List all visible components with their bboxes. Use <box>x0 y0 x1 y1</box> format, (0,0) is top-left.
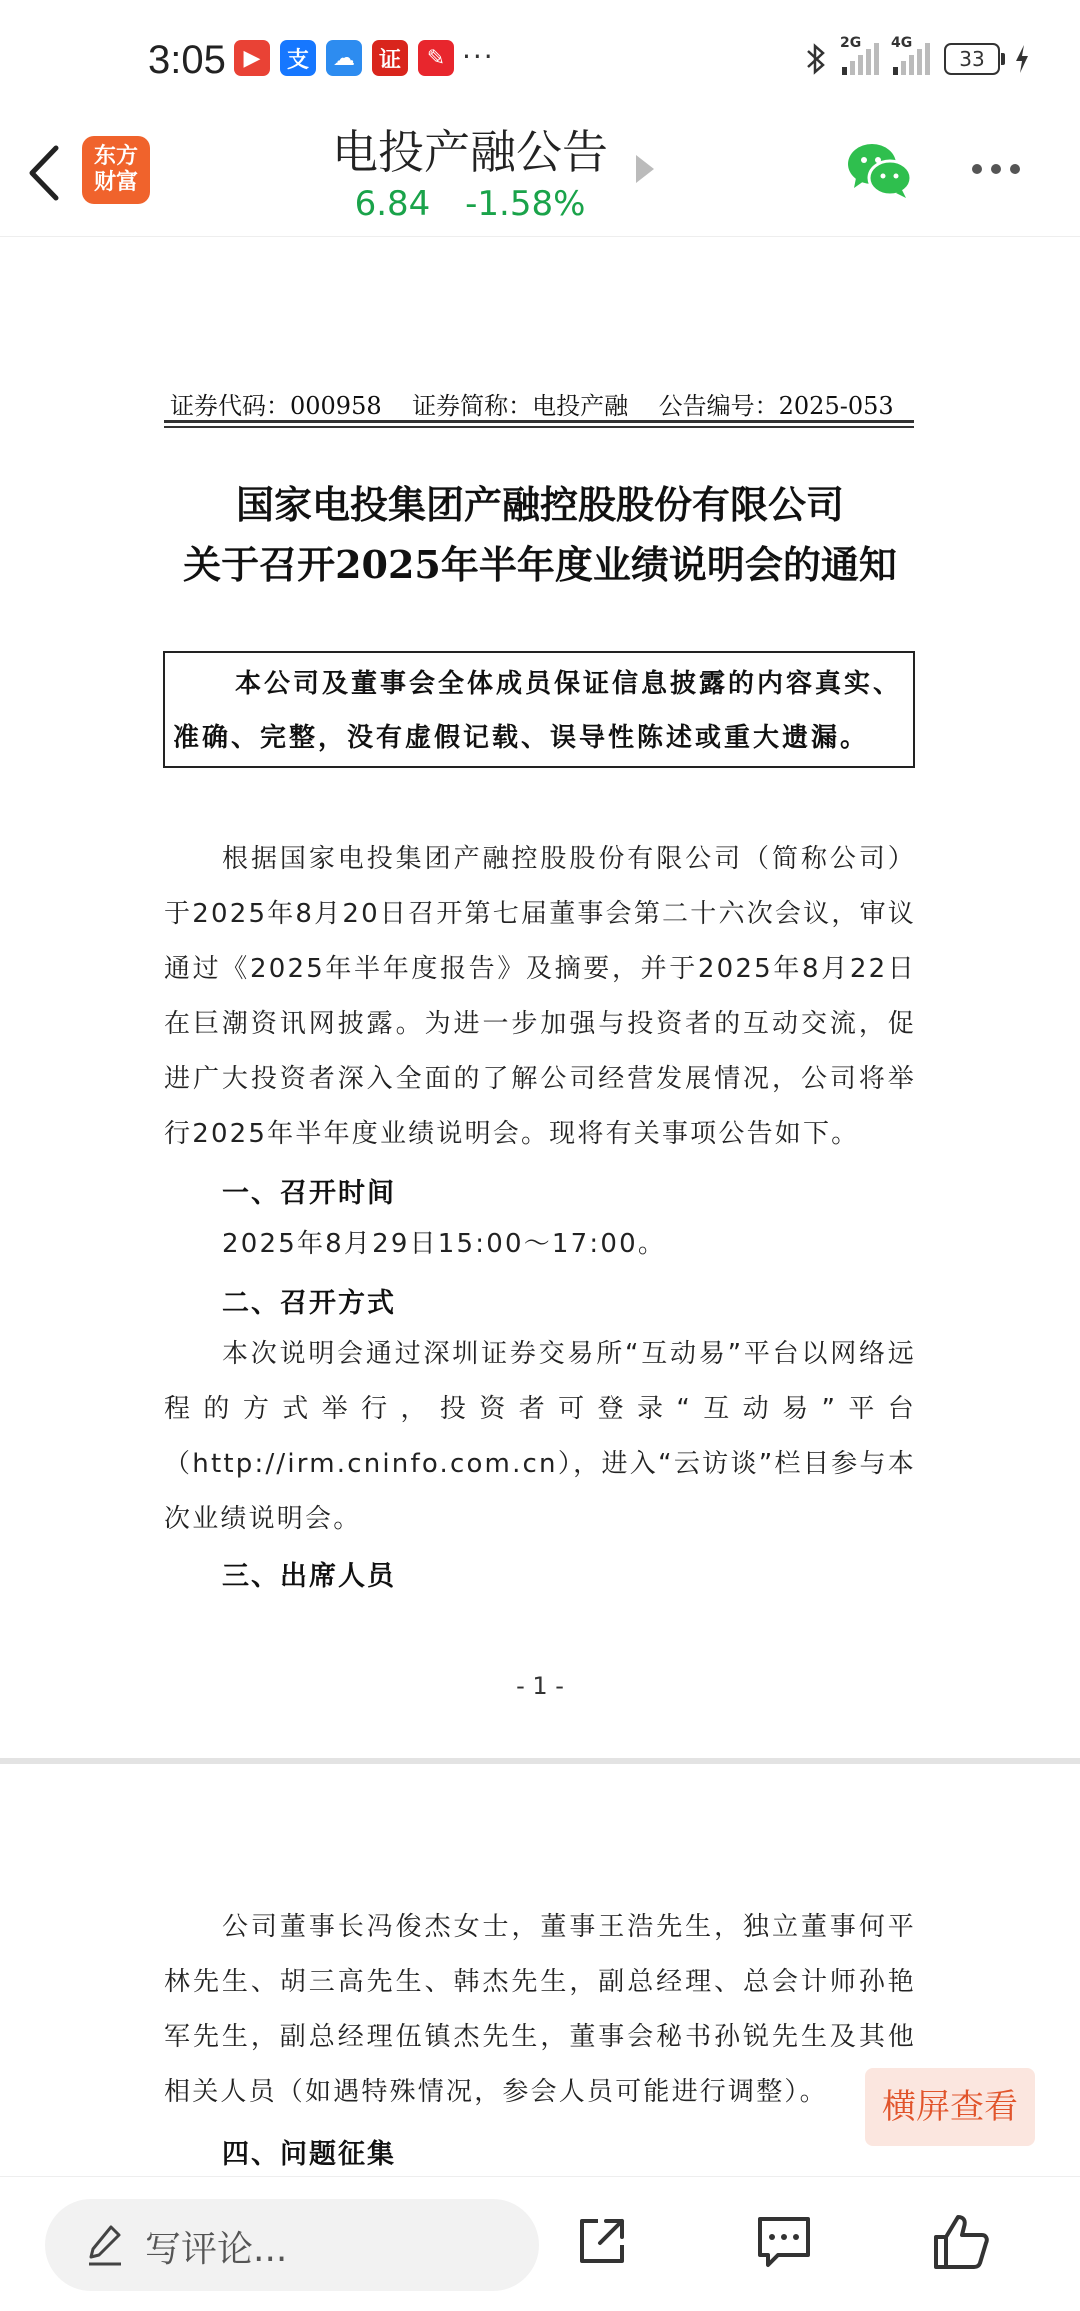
comments-icon[interactable] <box>754 2213 814 2269</box>
announcement-header: 证券代码：000958 证券简称：电投产融 公告编号：2025-053 <box>170 392 894 420</box>
section-2-heading: 二、召开方式 <box>222 1288 396 1319</box>
notification-icons <box>234 40 454 76</box>
system-status <box>804 35 1030 76</box>
signal-4g-icon: 4G <box>893 43 930 75</box>
disclaimer-box <box>163 651 915 768</box>
doc-title-line1: 国家电投集团产融控股股份有限公司 <box>235 482 844 527</box>
weather-icon: ☁ <box>326 40 362 76</box>
section-1-text: 2025年8月29日15:00～17:00。 <box>222 1229 667 1259</box>
header-rule <box>164 420 914 423</box>
securities-app-icon: 证 <box>372 40 408 76</box>
expand-arrow-icon[interactable] <box>636 155 654 183</box>
app-header <box>0 110 1080 237</box>
header-rule <box>164 426 914 428</box>
landscape-view-button[interactable]: 横屏查看 <box>865 2068 1035 2146</box>
more-notifications-icon: ··· <box>462 40 495 73</box>
bluetooth-icon <box>804 42 828 76</box>
section-4-heading: 四、问题征集 <box>222 2139 396 2170</box>
comment-input[interactable] <box>45 2199 539 2291</box>
stock-quote[interactable] <box>0 184 940 224</box>
alipay-icon: 支 <box>280 40 316 76</box>
status-time: 3:05 <box>148 38 226 82</box>
video-app-icon: ▶ <box>234 40 270 76</box>
intro-paragraph: 根据国家电投集团产融控股股份有限公司（简称公司）于2025年8月20日召开第七届董事会第二十六次会议，审议通过《2025年半年度报告》及摘要，并于2025年8月22日在巨潮资讯网披露。为进一步加强与投资者的互动交流，促进广大投资者深入全面的了解公司经营发展情况，公司将举行2025年半年度业绩说明会。现将有关事项公告如下。 <box>164 844 916 1149</box>
section-3-text: 公司董事长冯俊杰女士，董事王浩先生，独立董事何平林先生、胡三高先生、韩杰先生，副总经理、总会计师孙艳军先生，副总经理伍镇杰先生，董事会秘书孙锐先生及其他相关人员（如遇特殊情况，参会人员可能进行调整）。 <box>164 1912 916 2107</box>
stock-change: -1.58% <box>465 184 586 224</box>
comment-placeholder: 写评论... <box>145 2229 288 2270</box>
section-2-text: 本次说明会通过深圳证券交易所“互动易”平台以网络远程的方式举行，投资者可登录“互动易”平台（http://irm.cninfo.com.cn），进入“云访谈”栏目参与本次业绩说明会。 <box>164 1339 916 1534</box>
share-icon[interactable] <box>574 2213 630 2269</box>
pencil-icon <box>85 2223 125 2267</box>
stock-price: 6.84 <box>354 184 431 224</box>
handwriting-app-icon: ✎ <box>418 40 454 76</box>
bottom-bar <box>0 2176 1080 2311</box>
disclaimer-text: 本公司及董事会全体成员保证信息披露的内容真实、准确、完整，没有虚假记载、误导性陈述或重大遗漏。 <box>173 669 903 753</box>
battery-icon: 33 <box>944 43 1000 75</box>
charging-icon <box>1014 44 1030 74</box>
doc-title-line2: 关于召开2025年半年度业绩说明会的通知 <box>183 542 897 587</box>
page-title: 电投产融公告 <box>332 125 608 179</box>
page-separator <box>0 1758 1080 1764</box>
page-number: - 1 - <box>516 1672 564 1700</box>
wechat-share-icon[interactable] <box>846 140 912 200</box>
signal-2g-icon: 2G <box>842 43 879 75</box>
section-1-heading: 一、召开时间 <box>222 1178 396 1209</box>
more-options-icon[interactable] <box>972 164 1020 174</box>
like-icon[interactable] <box>932 2213 990 2271</box>
section-3-heading: 三、出席人员 <box>222 1561 396 1592</box>
eastmoney-logo: 东方 财富 <box>82 136 150 204</box>
status-bar <box>0 0 1080 110</box>
